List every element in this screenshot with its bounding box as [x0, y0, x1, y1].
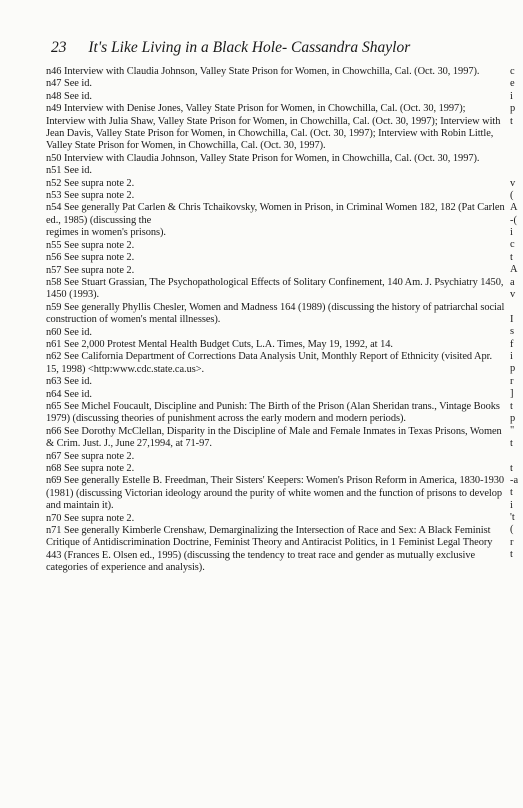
- edge-char: t: [510, 549, 513, 561]
- endnote: n69 See generally Estelle B. Freedman, Their Sisters' Keepers: Women's Prison Reform in America, 1830-1930 (1981) (discussing Victorian ideology around the purity of white women and the function of prisons to develop and maintain it).: [46, 475, 505, 512]
- endnote: n54 See generally Pat Carlen & Chris Tchaikovsky, Women in Prison, in Criminal Women 182, 182 (Pat Carlen ed., 1985) (discussing the: [46, 202, 505, 226]
- edge-char: ": [510, 425, 515, 437]
- edge-char: f: [510, 338, 514, 350]
- edge-char: r: [510, 375, 514, 387]
- edge-char: p: [510, 412, 516, 424]
- endnote: n65 See Michel Foucault, Discipline and Punish: The Birth of the Prison (Alan Sheridan trans., Vintage Books 1979) (discussing theories of punishment across the early modern and modern periods).: [46, 400, 500, 425]
- endnote: n62 See California Department of Corrections Data Analysis Unit, Monthly Report of Ethnicity (visited Apr. 15, 1998) <http:www.cdc.state.ca.us>.: [46, 351, 493, 375]
- edge-char: v: [510, 177, 516, 189]
- endnote: n66 See Dorothy McClellan, Disparity in the Discipline of Male and Female Inmates in Texas Prisons, Women & Crim. Just. J., June 27,1994, at 71-97.: [46, 425, 502, 450]
- endnote: n67 See supra note 2.: [46, 450, 135, 462]
- edge-char: p: [510, 103, 516, 115]
- edge-char: t: [510, 437, 513, 449]
- endnote: n55 See supra note 2.: [46, 239, 135, 251]
- edge-char: -a: [510, 474, 519, 486]
- endnote: n56 See supra note 2.: [46, 252, 135, 264]
- endnote: n71 See generally Kimberle Crenshaw, Demarginalizing the Intersection of Race and Sex: A Black Feminist Critique of Antidiscrimination Doctrine, Feminist Theory and Antiracist Politics, in 1 Feminist Legal Theory 443 (Frances E. Olsen ed., 1995) (discussing the tendency to treat race and gender as mutually exclusive categories of experience and analysis).: [46, 525, 493, 574]
- edge-char: t: [510, 400, 513, 412]
- edge-char: v: [510, 289, 516, 301]
- endnote: regimes in women's prisons).: [46, 227, 166, 239]
- page-number: 23: [51, 39, 67, 56]
- edge-char: [510, 128, 523, 140]
- endnote: n46 Interview with Claudia Johnson, Valley State Prison for Women, in Chowchilla, Cal. (Oct. 30, 1997).: [46, 66, 480, 77]
- edge-char: e: [510, 78, 515, 90]
- edge-char: I: [510, 313, 514, 325]
- edge-char: s: [510, 326, 515, 338]
- edge-char: [510, 153, 523, 165]
- edge-char: [510, 140, 523, 152]
- edge-char: [510, 450, 523, 462]
- running-header: [51, 39, 481, 57]
- endnote: n57 See supra note 2.: [46, 264, 135, 276]
- endnote: n59 See generally Phyllis Chesler, Women and Madness 164 (1989) (discussing the history of patriarchal social construction of women's mental illnesses).: [46, 301, 505, 326]
- edge-char: (: [510, 189, 514, 201]
- endnote: n52 See supra note 2.: [46, 177, 135, 189]
- edge-char: A: [510, 202, 518, 214]
- edge-char: i: [510, 499, 513, 511]
- endnote: n47 See id.: [46, 78, 92, 90]
- endnote: n60 See id.: [46, 326, 92, 338]
- endnote: n48 See id.: [46, 90, 92, 102]
- edge-char: r: [510, 536, 514, 548]
- edge-char: p: [510, 363, 516, 375]
- edge-char: t: [510, 462, 513, 474]
- edge-char: i: [510, 90, 513, 102]
- edge-char: 't: [510, 512, 515, 524]
- edge-char: [510, 301, 523, 313]
- endnote: n70 See supra note 2.: [46, 512, 135, 524]
- endnotes-list: [46, 66, 506, 575]
- edge-char: i: [510, 350, 513, 362]
- edge-char: a: [510, 276, 515, 288]
- endnote: n68 See supra note 2.: [46, 463, 135, 474]
- facing-page-edge: [510, 66, 523, 562]
- endnote: n58 See Stuart Grassian, The Psychopathological Effects of Solitary Confinement, 140 Am. J. Psychiatry 1450, 1450 (1993).: [46, 276, 504, 301]
- endnote: n49 Interview with Denise Jones, Valley State Prison for Women, in Chowchilla, Cal. (Oct. 30, 1997); Interview with Julia Shaw, Valley State Prison for Women, in Chowchilla, Cal. (Oct. 30, 1997); Interview with Jean Davis, Valley State Prison for Women, in Chowchilla, Cal. (Oct. 30, 1997); Interview with Robin Little, Valley State Prison for Women, in Chowchilla, Cal. (Oct. 30, 1997).: [46, 103, 501, 152]
- endnote: n63 See id.: [46, 376, 92, 388]
- edge-char: t: [510, 251, 513, 263]
- endnote: n64 See id.: [46, 388, 92, 400]
- edge-char: -(: [510, 214, 517, 226]
- edge-char: c: [510, 239, 515, 251]
- endnote: n61 See 2,000 Protest Mental Health Budget Cuts, L.A. Times, May 19, 1992, at 14.: [46, 338, 393, 350]
- edge-char: [510, 165, 523, 177]
- endnote: n50 Interview with Claudia Johnson, Valley State Prison for Women, in Chowchilla, Cal. (Oct. 30, 1997).: [46, 152, 480, 164]
- edge-char: ]: [510, 388, 514, 400]
- edge-char: t: [510, 487, 513, 499]
- edge-char: t: [510, 115, 513, 127]
- edge-char: c: [510, 66, 515, 77]
- endnote: n51 See id.: [46, 165, 92, 177]
- edge-char: i: [510, 227, 513, 239]
- edge-char: (: [510, 524, 514, 536]
- endnote: n53 See supra note 2.: [46, 190, 135, 202]
- edge-char: A: [510, 264, 518, 276]
- running-title: It's Like Living in a Black Hole- Cassandra Shaylor: [88, 39, 411, 56]
